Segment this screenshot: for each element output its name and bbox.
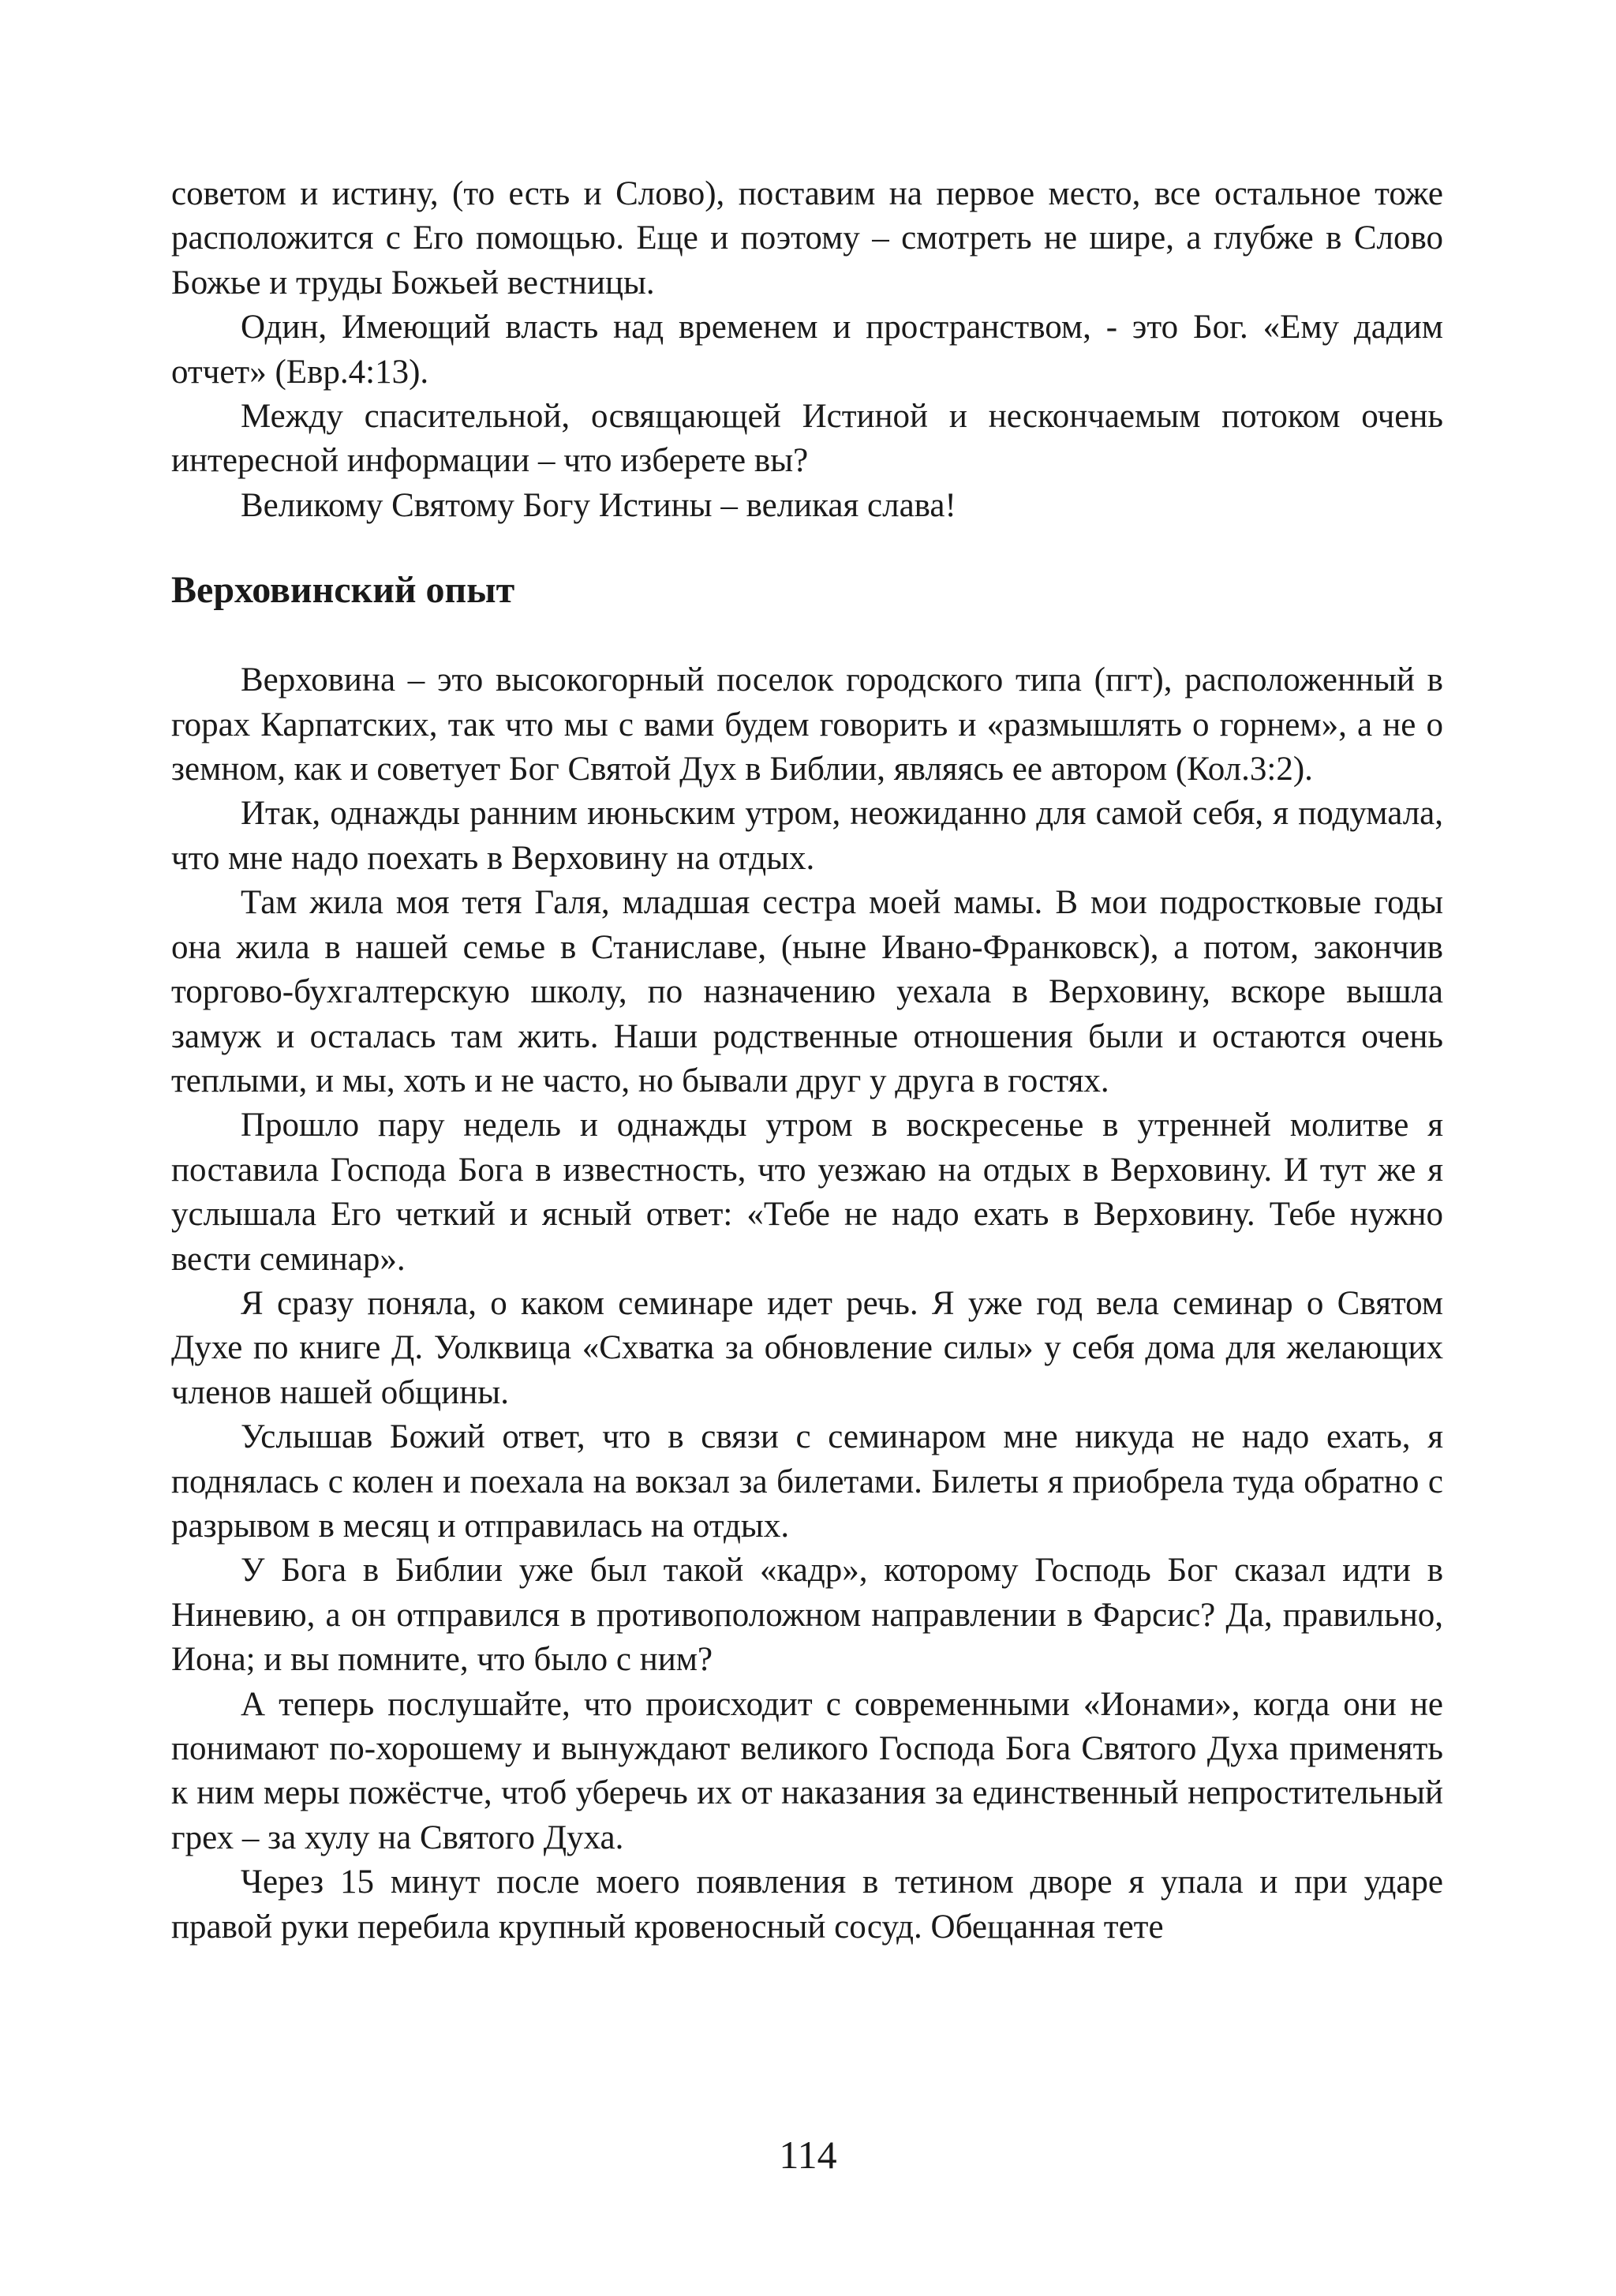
paragraph: Один, Имеющий власть над временем и пространством, - это Бог. «Ему дадим отчет» (Евр.4:13).	[171, 309, 1443, 391]
paragraph-continued: советом и истину, (то есть и Слово), поставим на первое место, все остальное тоже расположится с Его помощью. Еще и поэтому – смотреть не шире, а глубже в Слово Божье и труды Божьей вестницы.	[171, 175, 1443, 302]
paragraph: Итак, однажды ранним июньским утром, неожиданно для самой себя, я подумала, что мне надо поехать в Верховину на отдых.	[171, 795, 1443, 877]
paragraph: А теперь послушайте, что происходит с современными «Ионами», когда они не понимают по-хорошему и вынуждают великого Господа Бога Святого Духа применять к ним меры пожёстче, чтоб уберечь их от наказания за единственный непростительный грех – за хулу на Святого Духа.	[171, 1685, 1443, 1856]
paragraph: Услышав Божий ответ, что в связи с семинаром мне никуда не надо ехать, я поднялась с колен и поехала на вокзал за билетами. Билеты я приобрела туда обратно с разрывом в месяц и отправилась на отдых.	[171, 1418, 1443, 1545]
page-number: 114	[779, 2133, 837, 2177]
paragraph: Между спасительной, освящающей Истиной и нескончаемым потоком очень интересной информации – что изберете вы?	[171, 398, 1443, 480]
section-title: Верховинский опыт	[171, 569, 515, 612]
paragraph: У Бога в Библии уже был такой «кадр», которому Господь Бог сказал идти в Ниневию, а он отправился в противоположном направлении в Фарсис? Да, правильно, Иона; и вы помните, что было с ним?	[171, 1552, 1443, 1679]
paragraph: Я сразу поняла, о каком семинаре идет речь. Я уже год вела семинар о Святом Духе по книге Д. Уолквица «Схватка за обновление силы» у себя дома для желающих членов нашей общины.	[171, 1284, 1443, 1411]
paragraph: Великому Святому Богу Истины – великая слава!	[241, 486, 956, 524]
paragraph: Там жила моя тетя Галя, младшая сестра моей мамы. В мои подростковые годы она жила в нашей семье в Станиславе, (ныне Ивано-Франковск), а потом, закончив торгово-бухгалтерскую школу, по назначению уехала в Верховину, вскоре вышла замуж и осталась там жить. Наши родственные отношения были и остаются очень теплыми, и мы, хоть и не часто, но бывали друг у друга в гостях.	[171, 884, 1443, 1099]
paragraph: Прошло пару недель и однажды утром в воскресенье в утренней молитве я поставила Господа Бога в известность, что уезжаю на отдых в Верховину. И тут же я услышала Его четкий и ясный ответ: «Тебе не надо ехать в Верховину. Тебе нужно вести семинар».	[171, 1107, 1443, 1278]
paragraph: Верховина – это высокогорный поселок городского типа (пгт), расположенный в горах Карпатских, так что мы с вами будем говорить и «размышлять о горнем», а не о земном, как и советует Бог Святой Дух в Библии, являясь ее автором (Кол.3:2).	[171, 661, 1443, 788]
paragraph: Через 15 минут после моего появления в тетином дворе я упала и при ударе правой руки перебила крупный кровеносный сосуд. Обещанная тете	[171, 1863, 1443, 1946]
page-text	[171, 172, 1443, 1950]
